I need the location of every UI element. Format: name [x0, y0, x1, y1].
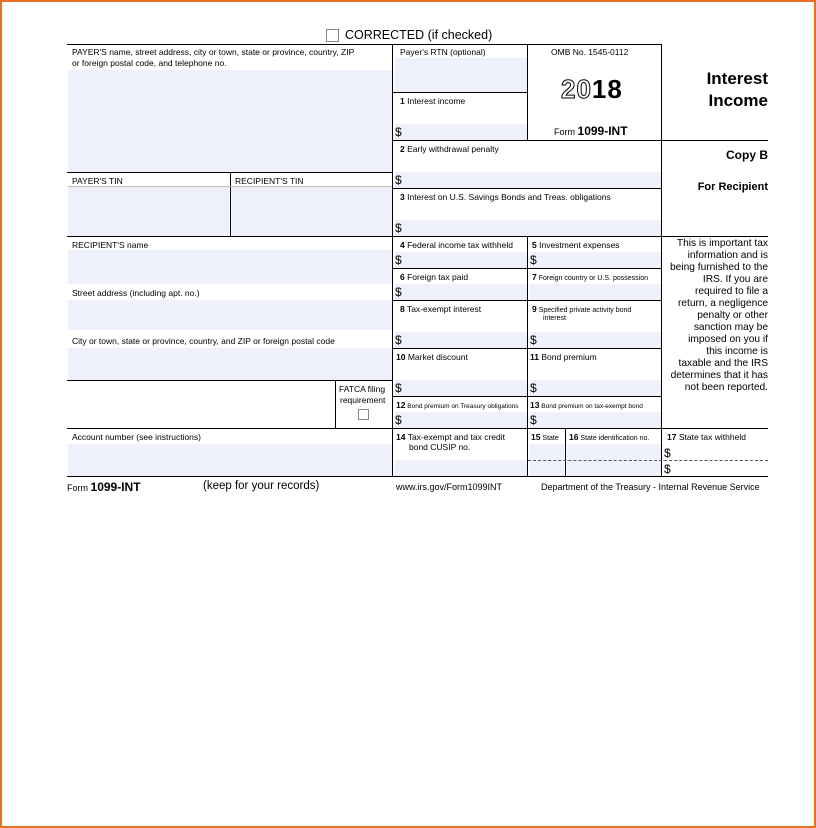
box9-label: 9 Specified private activity bond [532, 304, 632, 314]
box5-dollar: $ [530, 253, 537, 267]
notice-line: not been reported. [684, 382, 768, 393]
copy-label: Copy B [726, 148, 768, 162]
box14-label-2: bond CUSIP no. [409, 442, 471, 452]
recipient-tin-label: RECIPIENT'S TIN [235, 176, 304, 186]
payer-name-label-2: or foreign postal code, and telephone no. [72, 58, 227, 68]
omb-number: OMB No. 1545-0112 [551, 47, 629, 57]
box13-dollar: $ [530, 413, 537, 427]
box2-dollar: $ [395, 173, 402, 187]
box9-field[interactable] [530, 332, 661, 348]
notice-line: being furnished to the [670, 262, 768, 273]
notice-line: determines that it has [670, 370, 768, 381]
notice-line: return, a negligence [677, 298, 768, 309]
box14-label: 14 Tax-exempt and tax credit [396, 432, 506, 442]
box8-field[interactable] [395, 332, 527, 348]
tax-year-suffix: 18 [591, 74, 623, 104]
form-word: Form [554, 127, 575, 137]
payer-name-label: PAYER'S name, street address, city or town, state or province, country, ZIP [72, 47, 355, 57]
account-label: Account number (see instructions) [72, 432, 201, 442]
box6-dollar: $ [395, 285, 402, 299]
box1-dollar: $ [395, 125, 402, 139]
box9-dollar: $ [530, 333, 537, 347]
footer-url[interactable]: www.irs.gov/Form1099INT [396, 482, 503, 492]
form-title [664, 68, 768, 112]
box16-label: 16 State identification no. [569, 432, 650, 442]
box10-label: 10 Market discount [396, 352, 468, 362]
notice-line: penalty or other [697, 310, 768, 321]
notice-line: IRS. If you are [702, 274, 768, 285]
box3-label: 3 Interest on U.S. Savings Bonds and Treas. obligations [400, 192, 611, 202]
box5-label: 5 Investment expenses [532, 240, 620, 250]
payer-tin-label: PAYER'S TIN [72, 176, 123, 186]
box4-label: 4 Federal income tax withheld [400, 240, 513, 250]
recipient-name-field[interactable] [68, 250, 392, 284]
notice-line: taxable and the IRS [678, 358, 768, 369]
form-number: 1099-INT [577, 124, 628, 138]
recipient-tin-field[interactable] [232, 186, 392, 236]
box15-label: 15 State [531, 432, 559, 442]
box14-field[interactable] [395, 460, 527, 476]
box5-field[interactable] [530, 252, 661, 268]
box17-label: 17 State tax withheld [667, 432, 746, 442]
box11-label: 11 Bond premium [530, 352, 597, 362]
street-label: Street address (including apt. no.) [72, 288, 200, 298]
notice-text [662, 238, 768, 394]
box17-dollar-1: $ [664, 446, 671, 460]
footer-keep: (keep for your records) [203, 480, 320, 492]
box3-dollar: $ [395, 221, 402, 235]
recipient-name-label: RECIPIENT'S name [72, 240, 149, 250]
box1-label: 1 Interest income [400, 96, 466, 106]
box17-dollar-2: $ [664, 462, 671, 476]
rtn-field[interactable] [395, 58, 527, 92]
box13-label: 13 Bond premium on tax-exempt bond [530, 400, 643, 410]
box10-dollar: $ [395, 381, 402, 395]
payer-name-field[interactable] [68, 70, 392, 172]
tax-year-prefix: 20 [561, 74, 592, 104]
fatca-label: FATCA filing [339, 384, 386, 394]
corrected-checkbox[interactable] [326, 29, 339, 42]
street-field[interactable] [68, 300, 392, 330]
form-title-line-1: Interest [706, 69, 768, 88]
box12-dollar: $ [395, 413, 402, 427]
box4-field[interactable] [395, 252, 527, 268]
box9-label-2: interest [543, 315, 566, 322]
box2-field[interactable] [395, 172, 661, 188]
city-label: City or town, state or province, country, and ZIP or foreign postal code [72, 336, 335, 346]
form-title-line-2: Income [708, 91, 768, 110]
box12-label: 12 Bond premium on Treasury obligations [396, 400, 519, 410]
rtn-label: Payer's RTN (optional) [400, 47, 486, 57]
box10-field[interactable] [395, 380, 527, 396]
fatca-label-2: requirement [340, 395, 386, 405]
box7-label: 7 Foreign country or U.S. possession [532, 272, 649, 282]
box6-field[interactable] [395, 284, 527, 300]
box11-dollar: $ [530, 381, 537, 395]
footer-form-id [67, 480, 141, 494]
box13-field[interactable] [530, 412, 661, 428]
fatca-checkbox[interactable] [358, 409, 369, 420]
box8-dollar: $ [395, 333, 402, 347]
box3-field[interactable] [395, 220, 661, 236]
box12-field[interactable] [395, 412, 527, 428]
notice-line: required to file a [694, 286, 768, 297]
payer-tin-field[interactable] [68, 186, 229, 236]
box1-field[interactable] [395, 124, 527, 140]
box7-field[interactable] [530, 284, 661, 300]
notice-line: sanction may be [693, 322, 768, 333]
box2-label: 2 Early withdrawal penalty [400, 144, 499, 154]
footer-form-word: Form [67, 483, 88, 493]
tax-year [561, 74, 623, 105]
box8-label: 8 Tax-exempt interest [400, 304, 482, 314]
notice-line: imposed on you if [688, 334, 768, 345]
account-field[interactable] [68, 444, 392, 476]
notice-line: information and is [687, 250, 768, 261]
footer-form-number: 1099-INT [90, 480, 141, 494]
notice-line: This is important tax [676, 238, 768, 249]
corrected-label: CORRECTED (if checked) [345, 28, 493, 42]
box4-dollar: $ [395, 253, 402, 267]
box6-label: 6 Foreign tax paid [400, 272, 469, 282]
notice-line: this income is [706, 346, 768, 357]
form-id [554, 124, 628, 138]
for-recipient-label: For Recipient [697, 181, 768, 193]
box11-field[interactable] [530, 380, 661, 396]
footer-dept: Department of the Treasury - Internal Revenue Service [541, 482, 760, 492]
city-field[interactable] [68, 348, 392, 380]
